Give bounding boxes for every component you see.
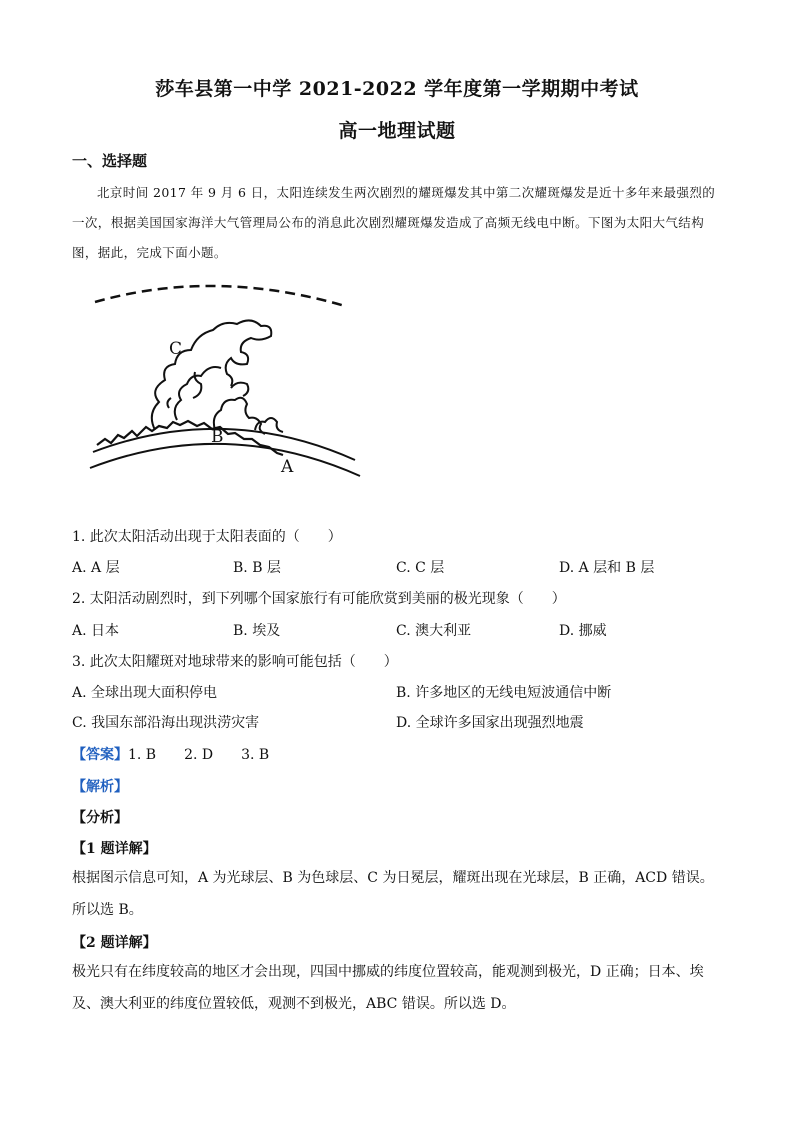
section-heading: 一、选择题 — [72, 152, 148, 170]
analysis-label: 【解析】 — [72, 779, 128, 795]
flare-prominence — [152, 320, 283, 434]
detail-2-text: 极光只有在纬度较高的地区才会出现，四国中挪威的纬度位置较高，能观测到极光，D 正确；日本、埃及、澳大利亚的纬度位置较低，观测不到极光，ABC 错误。所以选 D。 — [72, 964, 704, 1012]
label-b: B — [211, 427, 224, 447]
detail-1-label: 【1 题详解】 — [72, 841, 157, 857]
q1-option-a: A. A 层 — [72, 560, 120, 576]
detail-2-label: 【2 题详解】 — [72, 935, 157, 951]
question-2-stem: 2. 太阳活动剧烈时，到下列哪个国家旅行有可能欣赏到美丽的极光现象（ ） — [72, 591, 566, 607]
answer-label: 【答案】 — [72, 747, 128, 763]
question-3-stem: 3. 此次太阳耀斑对地球带来的影响可能包括（ ） — [72, 654, 398, 670]
answer-row — [72, 744, 269, 764]
exam-subtitle: 高一地理试题 — [338, 120, 456, 142]
photosphere-inner-arc — [90, 444, 360, 476]
q3-option-d: D. 全球许多国家出现强烈地震 — [396, 715, 584, 731]
q1-option-d: D. A 层和 B 层 — [559, 560, 655, 576]
q1-option-c: C. C 层 — [396, 560, 445, 576]
q3-option-c: C. 我国东部沿海出现洪涝灾害 — [72, 715, 260, 731]
label-a: A — [281, 457, 294, 477]
q3-option-b: B. 许多地区的无线电短波通信中断 — [396, 685, 612, 701]
q1-option-b: B. B 层 — [233, 560, 281, 576]
solar-atmosphere-diagram — [85, 280, 365, 510]
fenxi-label: 【分析】 — [72, 810, 128, 826]
corona-boundary — [95, 286, 345, 306]
q2-option-d: D. 挪威 — [559, 623, 607, 639]
q3-option-a: A. 全球出现大面积停电 — [72, 685, 218, 701]
label-c: C — [169, 339, 183, 359]
detail-1-text: 根据图示信息可知，A 为光球层、B 为色球层、C 为日冕层，耀斑出现在光球层，B 正确，ACD 错误。所以选 B。 — [72, 870, 714, 918]
chromosphere-edge — [97, 421, 283, 455]
q2-option-a: A. 日本 — [72, 623, 120, 639]
q2-option-c: C. 澳大利亚 — [396, 623, 472, 639]
question-1-stem: 1. 此次太阳活动出现于太阳表面的（ ） — [72, 529, 342, 545]
intro-paragraph: 北京时间 2017 年 9 月 6 日，太阳连续发生两次剧烈的耀斑爆发其中第二次耀斑爆发是近十多年来最强烈的一次，根据美国国家海洋大气管理局公布的消息此次剧烈耀斑爆发造成了高频无线电中断。下图为太阳大气结构图，据此，完成下面小题。 — [72, 185, 716, 260]
exam-title: 莎车县第一中学 2021-2022 学年度第一学期期中考试 — [155, 78, 639, 100]
q2-option-b: B. 埃及 — [233, 623, 281, 639]
answer-text: 1. B 2. D 3. B — [128, 747, 270, 763]
